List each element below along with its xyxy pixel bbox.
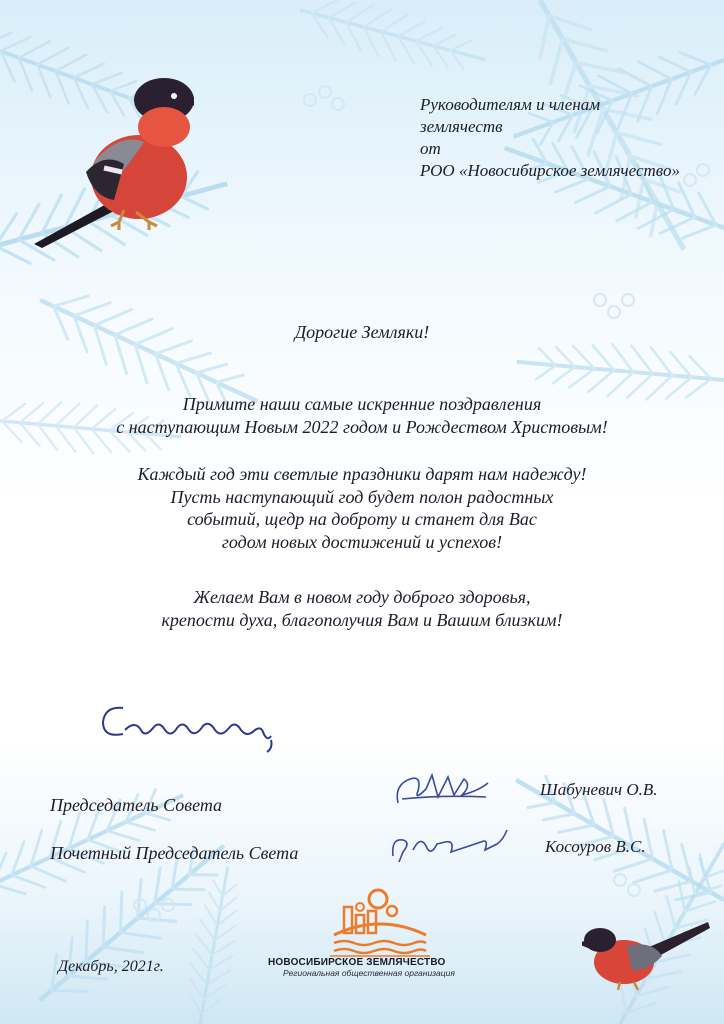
logo-organization-subtitle: Региональная общественная организация — [283, 968, 455, 978]
text-line: Примите наши самые искренние поздравления — [182, 394, 542, 414]
organization-logo-icon — [330, 885, 430, 957]
closing-handwriting — [95, 700, 280, 755]
signatory-role-2: Почетный Председатель Света — [50, 843, 299, 863]
bullfinch-icon — [24, 72, 194, 252]
signature-2 — [385, 822, 515, 867]
letter-date: Декабрь, 2021г. — [58, 958, 164, 975]
addressee-block — [420, 94, 680, 182]
text-line: крепости духа, благополучия Вам и Вашим близким! — [161, 609, 563, 630]
paragraph-1 — [0, 393, 724, 438]
paragraph-2 — [0, 463, 724, 553]
logo-organization-name: НОВОСИБИРСКОЕ ЗЕМЛЯЧЕСТВО — [268, 957, 446, 968]
signature-1 — [392, 765, 492, 810]
paragraph-3 — [0, 586, 724, 631]
text-line: Пусть наступающий год будет полон радостных — [170, 486, 554, 507]
signatory-name-1: Шабуневич О.В. — [540, 780, 658, 799]
text-line: с наступающим Новым 2022 годом и Рождеством Христовым! — [116, 416, 608, 437]
text-line: событий, щедр на доброту и станет для Вас — [187, 509, 537, 529]
text-line: Каждый год эти светлые праздники дарят нам надежду! — [137, 464, 587, 484]
addressee-line: Руководителям и членам — [420, 95, 601, 114]
addressee-line: от — [420, 139, 441, 158]
signatory-role-1: Председатель Совета — [50, 795, 223, 815]
text-line: годом новых достижений и успехов! — [221, 531, 503, 552]
greeting: Дорогие Земляки! — [294, 322, 430, 342]
addressee-line: землячеств — [420, 117, 503, 136]
text-line: Желаем Вам в новом году доброго здоровья, — [193, 587, 531, 607]
signatory-name-2: Косоуров В.С. — [545, 837, 646, 856]
bullfinch-icon — [582, 912, 712, 997]
addressee-line: РОО «Новосибирское землячество» — [420, 161, 680, 180]
